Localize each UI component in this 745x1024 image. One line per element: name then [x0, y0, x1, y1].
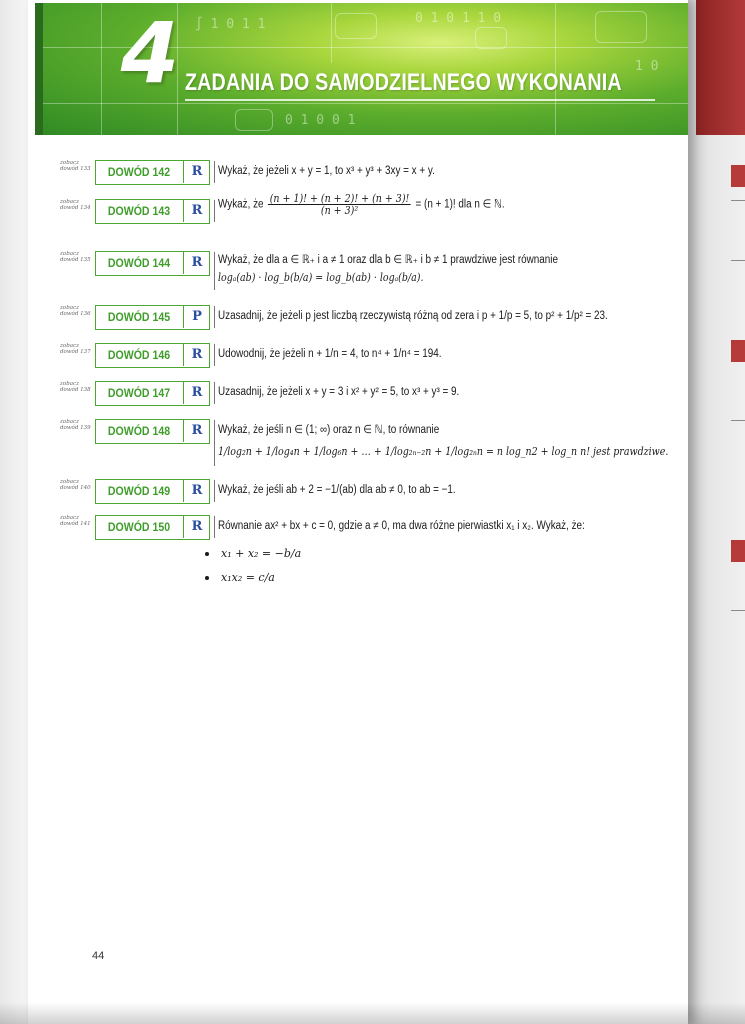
difficulty-level: R	[191, 483, 203, 498]
adjacent-page-line	[731, 260, 745, 261]
proof-label-box	[95, 251, 210, 276]
proof-label-box	[95, 381, 210, 406]
exercise-text: Wykaż, że jeśli n ∈ (1; ∞) oraz n ∈ ℕ, to równanie 1/log₂n + 1/log₄n + 1/log₆n + … + 1/log₂ₙ₋₂n + 1/log₂ₙn = n log_n2 + log_n n! jest prawdziwe.	[218, 424, 669, 458]
see-reference: zobacz dowód 136	[60, 305, 91, 317]
proof-label-box	[95, 199, 210, 224]
proof-label: DOWÓD 142	[107, 165, 171, 179]
title-underline	[185, 99, 655, 101]
bullet-item: x₁ + x₂ = −b/a	[205, 547, 301, 561]
exercise-text: Równanie ax² + bx + c = 0, gdzie a ≠ 0, ma dwa różne pierwiastki x₁ i x₂. Wykaż, że:	[218, 520, 585, 532]
chapter-number: 4	[120, 4, 180, 102]
proof-label: DOWÓD 149	[107, 484, 171, 498]
adjacent-page-tab	[731, 165, 745, 187]
adjacent-page	[688, 0, 745, 1024]
difficulty-level: R	[191, 203, 203, 218]
bullet-item: x₁x₂ = c/a	[205, 571, 275, 585]
see-reference: zobacz dowód 134	[60, 199, 91, 211]
proof-label: DOWÓD 150	[107, 520, 171, 534]
adjacent-page-tab	[731, 540, 745, 562]
bullet-icon	[205, 576, 209, 580]
bullet-icon	[205, 552, 209, 556]
difficulty-level: R	[191, 385, 203, 400]
see-reference: zobacz dowód 135	[60, 251, 91, 263]
proof-label-box	[95, 160, 210, 185]
adjacent-page-line	[731, 610, 745, 611]
see-reference: zobacz dowód 133	[60, 160, 91, 172]
proof-label-box	[95, 419, 210, 444]
page-left-margin	[0, 0, 28, 1024]
exercise-text: Wykaż, że jeżeli x + y = 1, to x³ + y³ + 3xy = x + y.	[218, 165, 435, 177]
adjacent-page-line	[731, 200, 745, 201]
see-reference: zobacz dowód 137	[60, 343, 91, 355]
exercise-text: Udowodnij, że jeżeli n + 1/n = 4, to n⁴ + 1/n⁴ = 194.	[218, 348, 442, 360]
see-reference: zobacz dowód 138	[60, 381, 91, 393]
difficulty-level: R	[191, 347, 203, 362]
proof-label: DOWÓD 148	[107, 424, 171, 438]
difficulty-level: P	[192, 309, 202, 324]
chapter-banner: ∫ 1 0 1 1 0 1 0 1 1 0 1 0 0 1 0 0 1 4 ZADANIA DO SAMODZIELNEGO WYKONANIA	[35, 3, 688, 135]
fraction: $\frac{(n + 1)! + (n + 2)! + (n + 3)!}{\text{(n + 3)²}}$	[269, 192, 410, 217]
adjacent-page-line	[731, 420, 745, 421]
proof-label-box	[95, 343, 210, 368]
proof-label: DOWÓD 147	[107, 386, 171, 400]
scan-shadow	[0, 1002, 745, 1024]
proof-label: DOWÓD 143	[107, 204, 171, 218]
exercise-text: Wykaż, że $\frac{(n + 1)! + (n + 2)! + (n + 3)!}{\text{(n + 3)²}}$ = (n + 1)! dla n ∈ ℕ.	[218, 192, 505, 217]
difficulty-level: R	[191, 519, 203, 534]
book-page	[28, 0, 688, 1024]
adjacent-page-red-banner	[696, 0, 745, 135]
difficulty-level: R	[191, 164, 203, 179]
page-number: 44	[92, 950, 105, 962]
see-reference: zobacz dowód 139	[60, 419, 91, 431]
proof-label: DOWÓD 144	[107, 256, 171, 270]
banner-edge	[35, 3, 43, 135]
exercise-text: Wykaż, że dla a ∈ ℝ₊ i a ≠ 1 oraz dla b ∈ ℝ₊ i b ≠ 1 prawdziwe jest równanie logₐ(ab) · log_b(b/a) = log_b(ab) · logₐ(b/a).	[218, 254, 558, 284]
proof-label-box	[95, 305, 210, 330]
difficulty-level: R	[191, 423, 203, 438]
adjacent-page-tab	[731, 340, 745, 362]
proof-label-box	[95, 515, 210, 540]
proof-label: DOWÓD 146	[107, 348, 171, 362]
chapter-title: ZADANIA DO SAMODZIELNEGO WYKONANIA	[185, 69, 622, 96]
exercise-text: Wykaż, że jeśli ab + 2 = −1/(ab) dla ab ≠ 0, to ab = −1.	[218, 484, 456, 496]
proof-label-box	[95, 479, 210, 504]
exercise-text: Uzasadnij, że jeżeli p jest liczbą rzeczywistą różną od zera i p + 1/p = 5, to p² + 1/p² = 23.	[218, 310, 608, 322]
proof-label: DOWÓD 145	[107, 310, 171, 324]
see-reference: zobacz dowód 140	[60, 479, 91, 491]
exercise-text: Uzasadnij, że jeżeli x + y = 3 i x² + y² = 5, to x³ + y³ = 9.	[218, 386, 460, 398]
see-reference: zobacz dowód 141	[60, 515, 91, 527]
difficulty-level: R	[191, 255, 203, 270]
